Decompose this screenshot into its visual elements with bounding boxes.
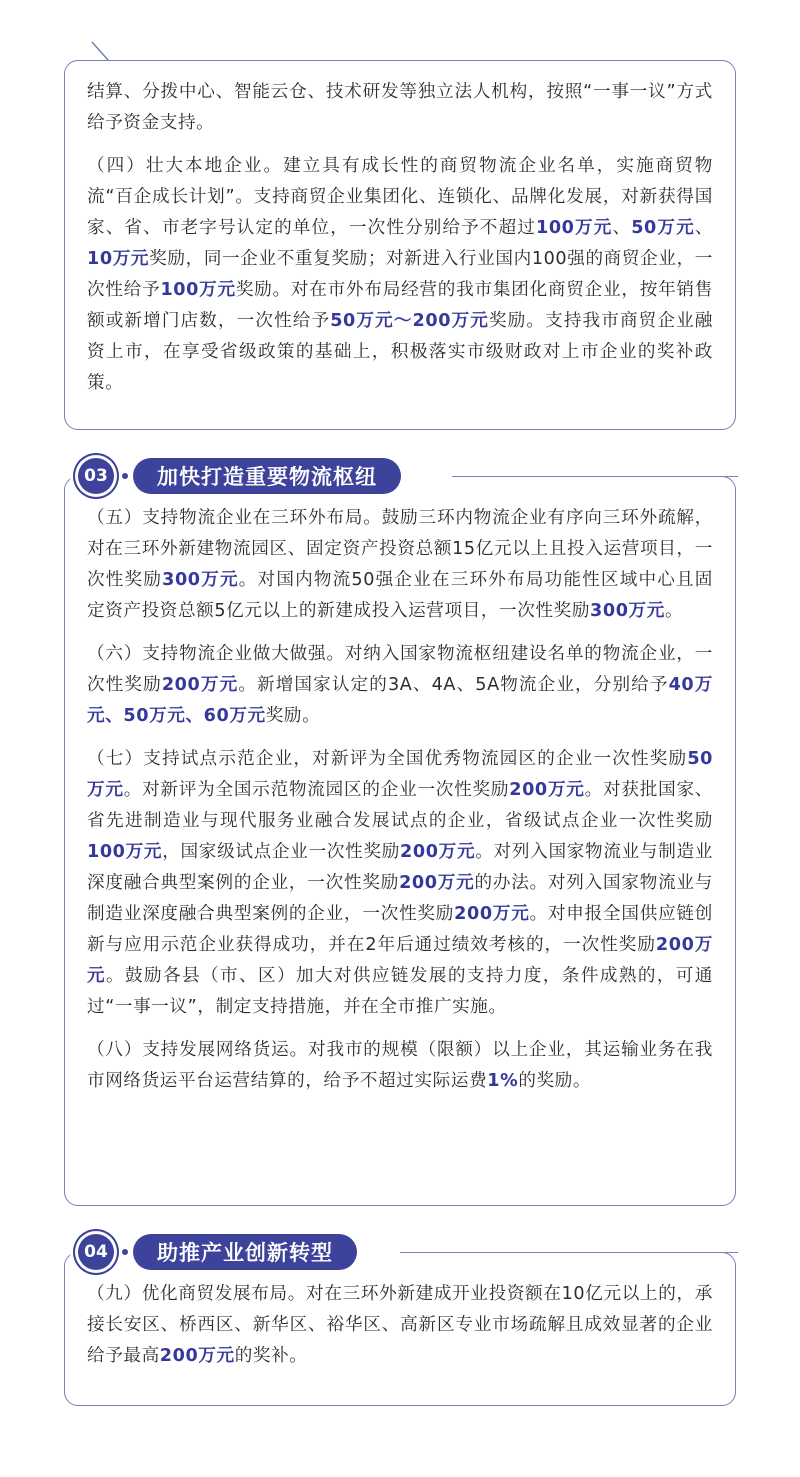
text-run: 的奖励。 [518, 1071, 592, 1091]
content-box-4 [64, 1252, 736, 1406]
text-run: 的办法。对列入国家物流业与制造业深度融合典型案例的企业，一次性奖励 [87, 873, 713, 924]
text-run: 。对国内物流50强企业在三环外布局功能性区域中心且固定资产投资总额5亿元以上的新建成投入运营项目，一次性奖励 [87, 570, 713, 621]
highlight-amount: 100万元 [87, 842, 163, 862]
text-run: 奖励。支持我市商贸企业融资上市，在享受省级政策的基础上，积极落实市级财政对上市企业的奖补政策。 [87, 311, 713, 393]
highlight-amount: 200万元 [161, 675, 239, 695]
paragraph [87, 1279, 713, 1372]
section4-header [78, 1232, 357, 1272]
highlight-amount: 40万元、50万元、60万元 [87, 675, 713, 726]
content-box-1 [64, 60, 736, 430]
header-rule-4 [400, 1252, 738, 1253]
text-run: （五）支持物流企业在三环外布局。鼓励三环内物流企业有序向三环外疏解，对在三环外新建物流园区、固定资产投资总额15亿元以上且投入运营项目，一次性奖励 [87, 508, 713, 590]
highlight-amount: 300万元 [590, 601, 665, 621]
paragraph [87, 744, 713, 1023]
text-run: （七）支持试点示范企业，对新评为全国优秀物流园区的企业一次性奖励 [87, 749, 688, 769]
text-run: 奖励。对在市外布局经营的我市集团化商贸企业，按年销售额或新增门店数，一次性给予 [87, 280, 713, 331]
section3-number-badge: 03 [78, 458, 114, 494]
highlight-amount: 10万元 [87, 249, 150, 269]
text-run: 。对列入国家物流业与制造业深度融合典型案例的企业，一次性奖励 [87, 842, 713, 893]
connector-dot-icon [122, 1249, 128, 1255]
section4-body [87, 1279, 713, 1372]
highlight-amount: 100万元 [160, 280, 236, 300]
section4-title: 助推产业创新转型 [133, 1234, 357, 1270]
highlight-amount: 100万元 [536, 218, 613, 238]
text-run: 。对获批国家、省先进制造业与现代服务业融合发展试点的企业，省级试点企业一次性奖励 [87, 780, 713, 831]
paragraph [87, 77, 713, 139]
paragraph [87, 1035, 713, 1097]
highlight-amount: 50万元～200万元 [330, 311, 489, 331]
content-box-3 [64, 476, 736, 1206]
text-run: 奖励，同一企业不重复奖励；对新进入行业国内100强的商贸企业，一次性给予 [87, 249, 713, 300]
text-run: 结算、分拨中心、智能云仓、技术研发等独立法人机构，按照“一事一议”方式给予资金支持。 [87, 82, 713, 133]
box1-body [87, 77, 713, 399]
text-run: 、 [694, 218, 714, 238]
paragraph [87, 151, 713, 399]
section4-number-badge: 04 [78, 1234, 114, 1270]
text-run: 。 [664, 601, 684, 621]
text-run: 。新增国家认定的3A、4A、5A物流企业，分别给予 [238, 675, 669, 695]
highlight-amount: 50万元 [631, 218, 695, 238]
section3-header [78, 456, 401, 496]
text-run: 的奖补。 [234, 1346, 308, 1366]
highlight-amount: 200万元 [87, 935, 713, 986]
highlight-amount: 200万元 [159, 1346, 235, 1366]
text-run: 。对新评为全国示范物流园区的企业一次性奖励 [123, 780, 510, 800]
text-run: 奖励。 [265, 706, 321, 726]
text-run: ，国家级试点企业一次性奖励 [162, 842, 401, 862]
paragraph [87, 639, 713, 732]
highlight-amount: 1% [487, 1071, 519, 1091]
highlight-amount: 300万元 [162, 570, 239, 590]
text-run: 。鼓励各县（市、区）加大对供应链发展的支持力度，条件成熟的，可通过“一事一议”，制定支持措施，并在全市推广实施。 [87, 966, 713, 1017]
text-run: 、 [612, 218, 632, 238]
highlight-amount: 50万元 [87, 749, 713, 800]
highlight-amount: 200万元 [509, 780, 585, 800]
text-run: （四）壮大本地企业。建立具有成长性的商贸物流企业名单，实施商贸物流“百企成长计划”。支持商贸企业集团化、连锁化、品牌化发展，对新获得国家、省、市老字号认定的单位，一次性分别给予不超过 [87, 156, 713, 238]
text-run: （八）支持发展网络货运。对我市的规模（限额）以上企业，其运输业务在我市网络货运平台运营结算的，给予不超过实际运费 [87, 1040, 713, 1091]
text-run: （九）优化商贸发展布局。对在三环外新建成开业投资额在10亿元以上的，承接长安区、桥西区、新华区、裕华区、高新区专业市场疏解且成效显著的企业给予最高 [87, 1284, 713, 1366]
connector-dot-icon [122, 473, 128, 479]
header-rule-3 [452, 476, 738, 477]
section3-title: 加快打造重要物流枢纽 [133, 458, 401, 494]
highlight-amount: 200万元 [399, 873, 475, 893]
section3-body [87, 503, 713, 1097]
text-run: 。对申报全国供应链创新与应用示范企业获得成功，并在2年后通过绩效考核的，一次性奖励 [87, 904, 713, 955]
highlight-amount: 200万元 [400, 842, 476, 862]
paragraph [87, 503, 713, 627]
text-run: （六）支持物流企业做大做强。对纳入国家物流枢纽建设名单的物流企业，一次性奖励 [87, 644, 713, 695]
highlight-amount: 200万元 [454, 904, 530, 924]
